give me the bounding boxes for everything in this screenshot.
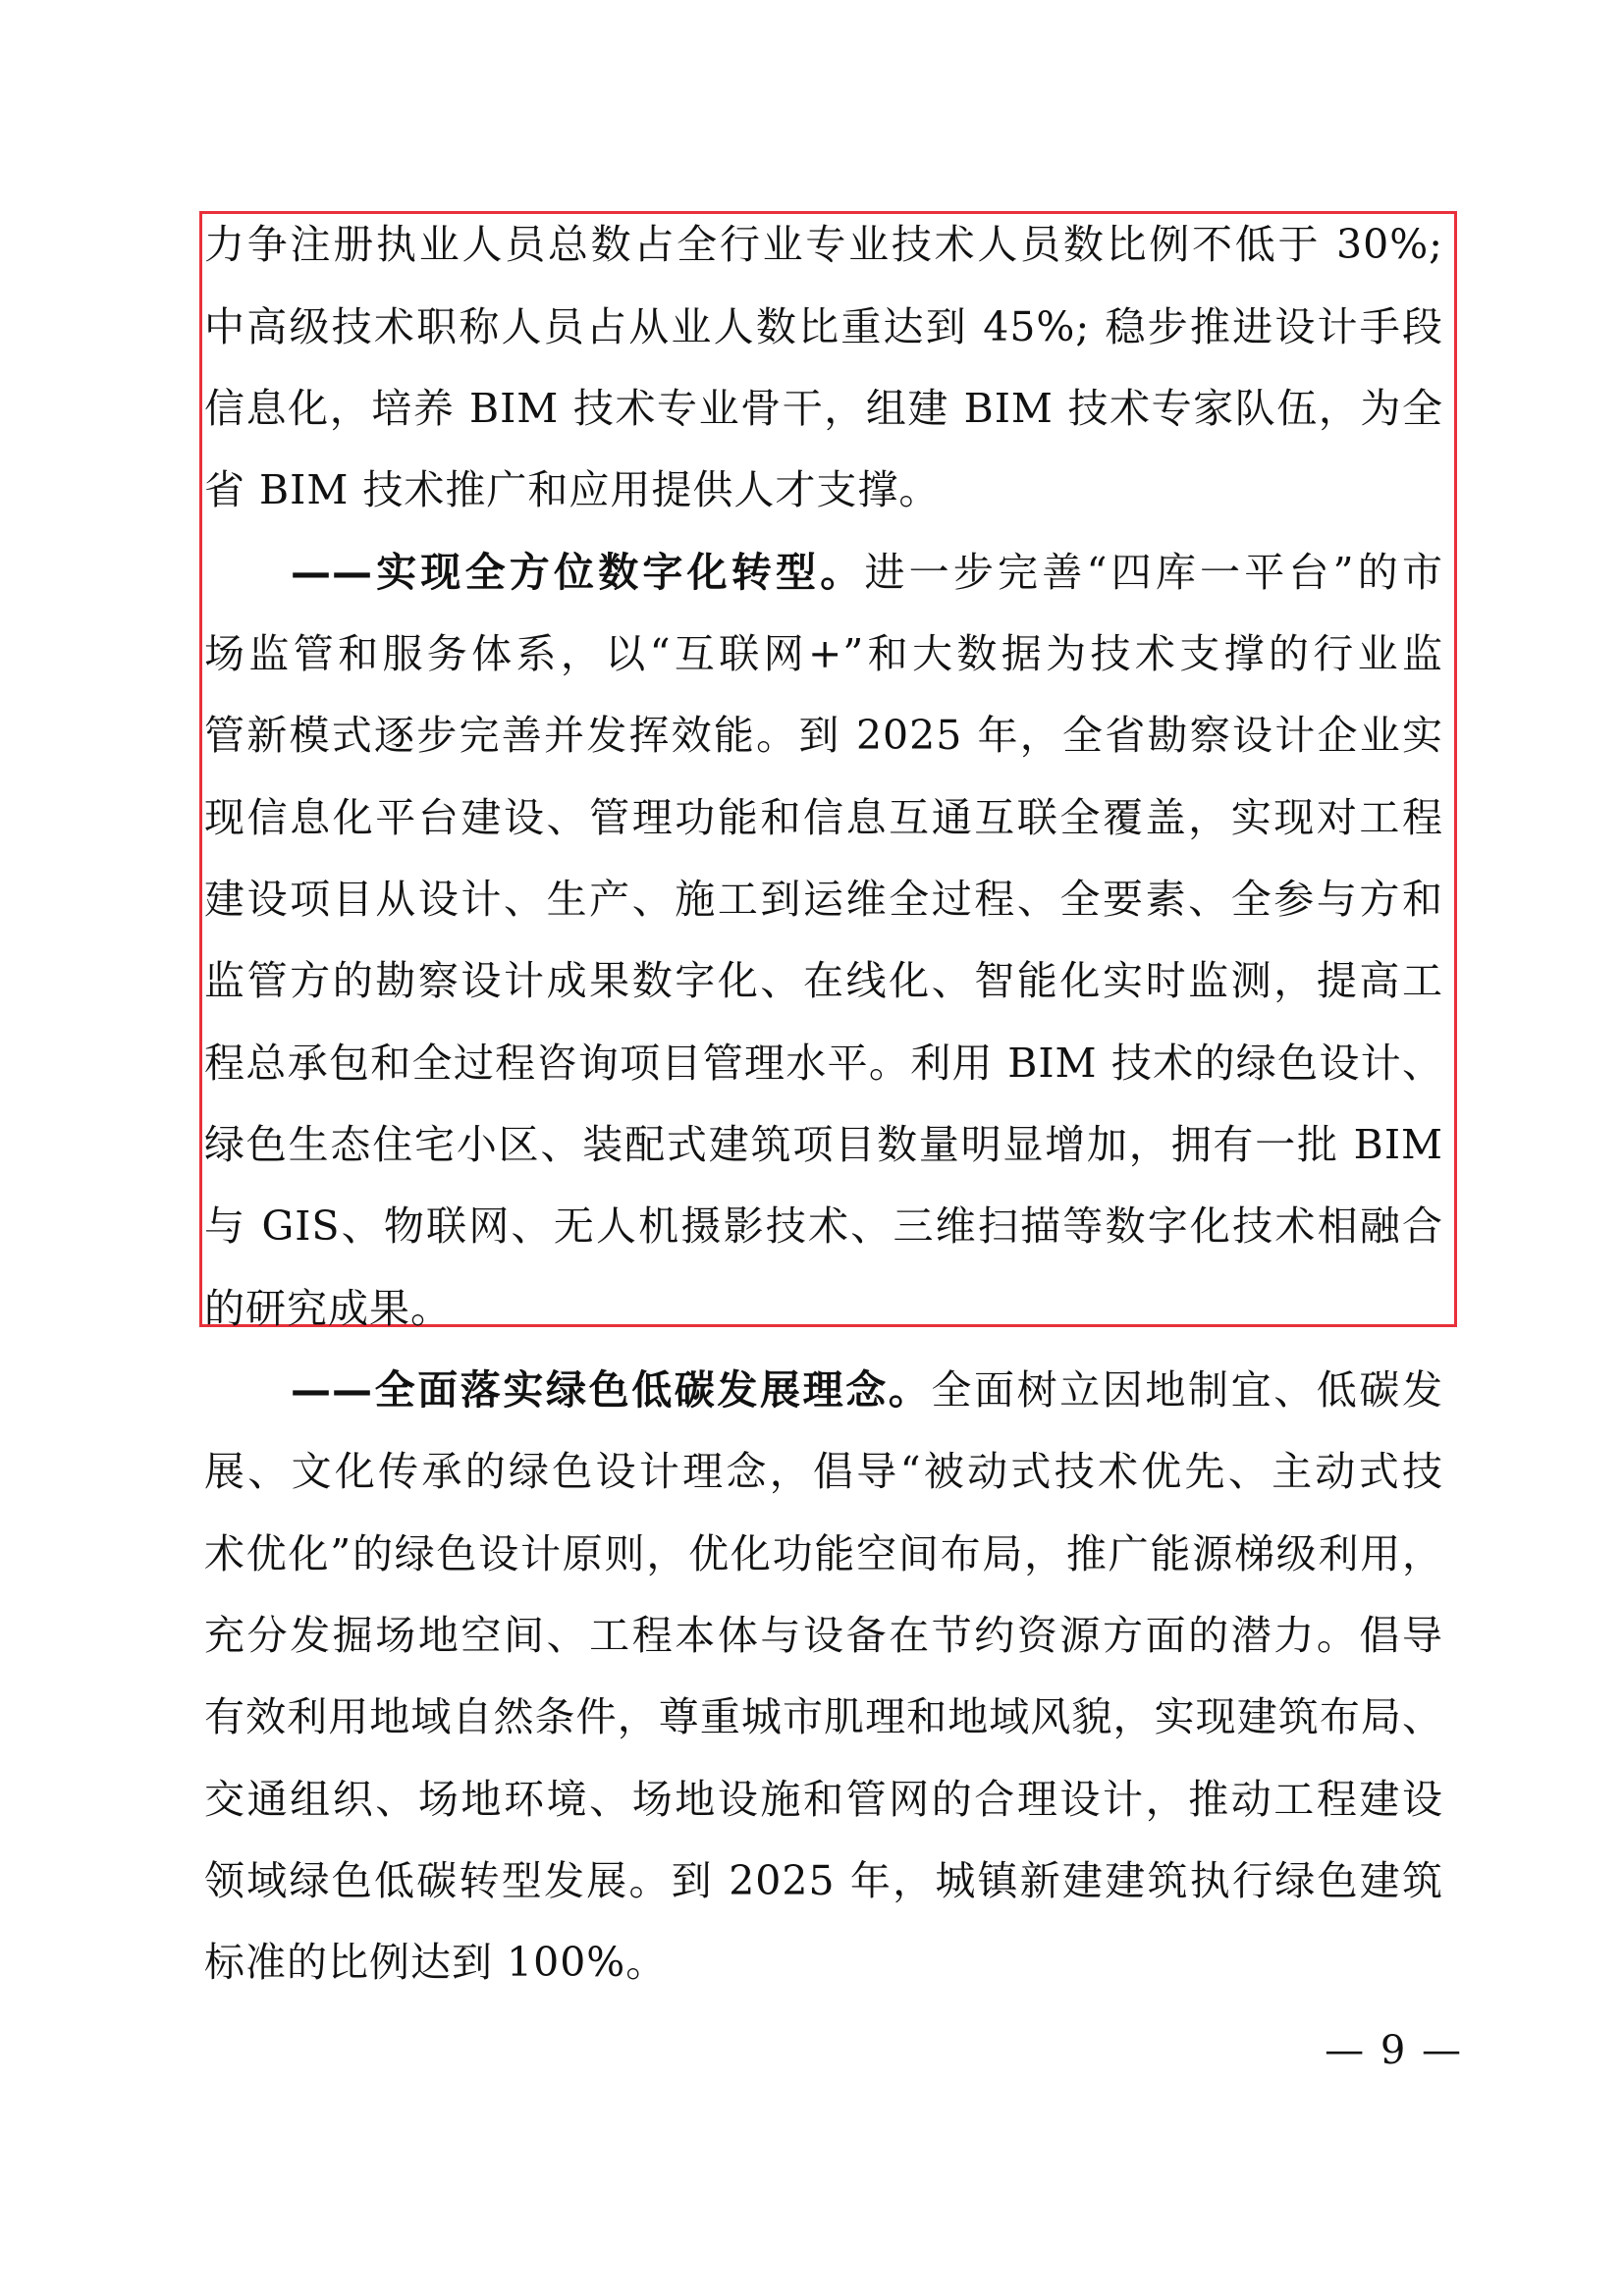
text-line: 程总承包和全过程咨询项目管理水平。利用 BIM 技术的绿色设计、 <box>204 1040 1443 1087</box>
text-line: 充分发掘场地空间、工程本体与设备在节约资源方面的潜力。倡导 <box>204 1612 1443 1659</box>
text-line: 标准的比例达到 100%。 <box>204 1939 668 1986</box>
text-line: 场监管和服务体系，以“互联网+”和大数据为技术支撑的行业监 <box>204 630 1443 677</box>
paragraph-first-line <box>204 546 1443 599</box>
text-line: 有效利用地域自然条件，尊重城市肌理和地域风貌，实现建筑布局、 <box>204 1693 1443 1740</box>
paragraph-lead-heading: ——实现全方位数字化转型。 <box>291 549 865 596</box>
text-line: 建设项目从设计、生产、施工到运维全过程、全要素、全参与方和 <box>204 876 1443 923</box>
text-line: 的研究成果。 <box>204 1285 452 1332</box>
text-line: 交通组织、场地环境、场地设施和管网的合理设计，推动工程建设 <box>204 1776 1443 1823</box>
paragraph-lead-heading: ——全面落实绿色低碳发展理念。 <box>291 1366 932 1414</box>
text-line: 监管方的勘察设计成果数字化、在线化、智能化实时监测，提高工 <box>204 957 1443 1004</box>
paragraph-text: 进一步完善“四库一平台”的市 <box>864 549 1443 596</box>
text-line: 力争注册执业人员总数占全行业专业技术人员数比例不低于 30%; <box>204 221 1443 268</box>
text-line: 展、文化传承的绿色设计理念，倡导“被动式技术优先、主动式技 <box>204 1448 1443 1495</box>
text-line: 信息化，培养 BIM 技术专业骨干，组建 BIM 技术专家队伍，为全 <box>204 385 1443 432</box>
text-line: 领域绿色低碳转型发展。到 2025 年，城镇新建建筑执行绿色建筑 <box>204 1857 1443 1904</box>
text-line: 管新模式逐步完善并发挥效能。到 2025 年，全省勘察设计企业实 <box>204 712 1443 759</box>
text-line: 省 BIM 技术推广和应用提供人才支撑。 <box>204 466 941 513</box>
text-line: 绿色生态住宅小区、装配式建筑项目数量明显增加，拥有一批 BIM <box>204 1121 1443 1168</box>
text-line: 中高级技术职称人员占从业人数比重达到 45%; 稳步推进设计手段 <box>204 303 1443 350</box>
paragraph-text: 全面树立因地制宜、低碳发 <box>931 1366 1444 1414</box>
paragraph-first-line <box>204 1363 1443 1416</box>
page-number: — 9 — <box>1325 2028 1463 2073</box>
text-line: 现信息化平台建设、管理功能和信息互通互联全覆盖，实现对工程 <box>204 794 1443 841</box>
text-line: 与 GIS、物联网、无人机摄影技术、三维扫描等数字化技术相融合 <box>204 1202 1443 1250</box>
text-line: 术优化”的绿色设计原则，优化功能空间布局，推广能源梯级利用， <box>204 1530 1443 1577</box>
